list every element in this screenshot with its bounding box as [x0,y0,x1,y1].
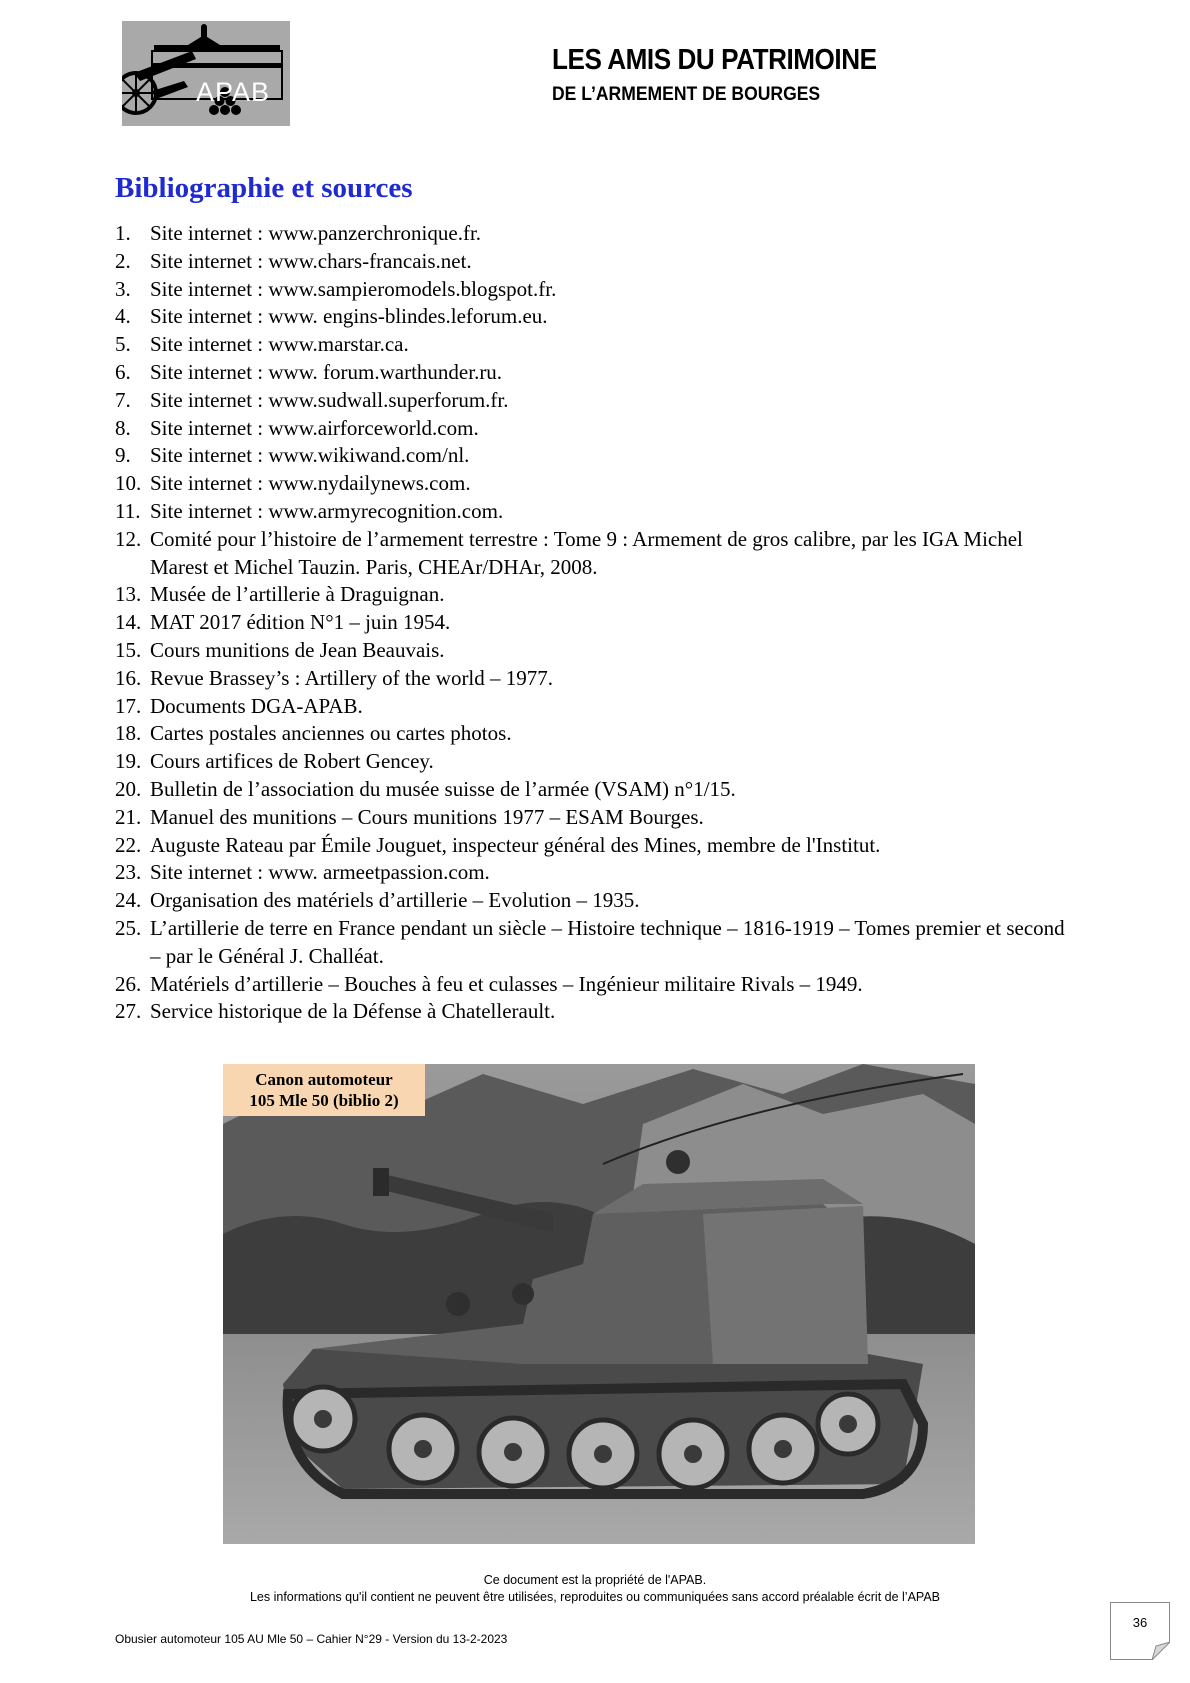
bibliography-item [115,303,1075,331]
bibliography-item-number: 23. [115,860,142,885]
bibliography-item-text: Service historique de la Défense à Chatellerault. [150,999,556,1024]
bibliography-item-number: 12. [115,526,142,551]
bibliography-item [115,387,1075,415]
bibliography-item-text: Site internet : www.sudwall.superforum.fr. [150,387,509,412]
bibliography-item [115,832,1075,860]
bibliography-item-text: Musée de l’artillerie à Draguignan. [150,582,445,607]
section-title: Bibliographie et sources [115,172,413,204]
bibliography-item-number: 5. [115,332,131,357]
bibliography-item [115,665,1075,693]
apab-logo [122,21,290,126]
bibliography-item-number: 11. [115,498,141,523]
bibliography-item-text: Site internet : www.chars-francais.net. [150,248,472,273]
bibliography-item-text: Site internet : www.marstar.ca. [150,332,409,357]
bibliography-item-number: 14. [115,610,142,635]
bibliography-item-number: 7. [115,387,131,412]
footer-notice-line1: Ce document est la propriété de l'APAB. [483,1573,707,1587]
bibliography-item [115,998,1075,1026]
bibliography-item-number: 3. [115,276,131,301]
header-subtitle: DE L’ARMEMENT DE BOURGES [552,83,821,105]
bibliography-list [115,220,1075,1026]
bibliography-item [115,220,1075,248]
bibliography-item [115,248,1075,276]
bibliography-item-text: Cours artifices de Robert Gencey. [150,749,434,774]
photo-caption [223,1064,425,1116]
bibliography-item-text: Documents DGA-APAB. [150,693,363,718]
bibliography-item-text: Bulletin de l’association du musée suisse de l’armée (VSAM) n°1/15. [150,776,736,801]
tank-photo-illustration [223,1064,975,1544]
bibliography-item-number: 15. [115,637,142,662]
bibliography-item-text: Organisation des matériels d’artillerie – Evolution – 1935. [150,888,640,913]
bibliography-item-number: 13. [115,582,142,607]
bibliography-item-text: Auguste Rateau par Émile Jouguet, inspecteur général des Mines, membre de l'Institut. [150,832,881,857]
bibliography-item-text: Site internet : www.airforceworld.com. [150,415,479,440]
bibliography-item [115,859,1075,887]
bibliography-item-number: 25. [115,915,142,940]
bibliography-item-number: 18. [115,721,142,746]
logo-text: APAB [196,77,271,107]
bibliography-item-number: 8. [115,415,131,440]
bibliography-item-number: 4. [115,304,131,329]
header-title: LES AMIS DU PATRIMOINE [552,44,877,76]
page-curl-icon [1152,1642,1170,1660]
bibliography-item [115,693,1075,721]
bibliography-item-number: 20. [115,776,142,801]
bibliography-item-text: MAT 2017 édition N°1 – juin 1954. [150,610,451,635]
bibliography-item-number: 22. [115,832,142,857]
bibliography-item [115,415,1075,443]
bibliography-item [115,720,1075,748]
bibliography-item-text: Site internet : www. forum.warthunder.ru. [150,359,503,384]
bibliography-item-text: L’artillerie de terre en France pendant un siècle – Histoire technique – 1816-1919 – Tomes premier et second – par le Général J. Challéat. [150,915,1065,968]
footer-notice-line2: Les informations qu'il contient ne peuvent être utilisées, reproduites ou communiquées sans accord préalable écrit de l’APAB [249,1590,941,1604]
bibliography-item-text: Cartes postales anciennes ou cartes photos. [150,721,512,746]
footer-document-ref: Obusier automoteur 105 AU Mle 50 – Cahier N°29 - Version du 13-2-2023 [115,1632,508,1646]
bibliography-item [115,804,1075,832]
bibliography-item-number: 19. [115,749,142,774]
bibliography-item-number: 21. [115,804,142,829]
bibliography-item-text: Revue Brassey’s : Artillery of the world – 1977. [150,665,554,690]
bibliography-item-text: Site internet : www.armyrecognition.com. [150,498,504,523]
bibliography-item-number: 1. [115,221,131,245]
logo-artwork [122,21,290,126]
bibliography-item-number: 10. [115,471,142,496]
bibliography-item [115,276,1075,304]
bibliography-item-text: Matériels d’artillerie – Bouches à feu et culasses – Ingénieur militaire Rivals – 1949. [150,971,863,996]
tank-photo [223,1064,975,1544]
bibliography-item [115,498,1075,526]
bibliography-item-number: 17. [115,693,142,718]
photo-caption-line1: Canon automoteur [255,1070,393,1089]
bibliography-item [115,915,1075,971]
bibliography-item [115,581,1075,609]
bibliography-item [115,637,1075,665]
bibliography-item-number: 26. [115,971,142,996]
bibliography-item [115,748,1075,776]
bibliography-item [115,331,1075,359]
bibliography-item-text: Site internet : www. armeetpassion.com. [150,860,490,885]
bibliography-item-number: 6. [115,359,131,384]
bibliography-item-number: 24. [115,888,142,913]
bibliography-item [115,887,1075,915]
page-number-box [1110,1602,1170,1660]
bibliography-item [115,470,1075,498]
bibliography-item-number: 2. [115,248,131,273]
bibliography-item [115,609,1075,637]
page-number: 36 [1132,1615,1148,1630]
bibliography-item-text: Site internet : www.panzerchronique.fr. [150,221,482,245]
bibliography-item [115,359,1075,387]
bibliography-item-text: Site internet : www.sampieromodels.blogspot.fr. [150,276,557,301]
bibliography-item-text: Cours munitions de Jean Beauvais. [150,637,445,662]
bibliography-item [115,442,1075,470]
bibliography-item-text: Comité pour l’histoire de l’armement terrestre : Tome 9 : Armement de gros calibre, par les IGA Michel Marest et Michel Tauzin. Paris, CHEAr/DHAr, 2008. [150,526,1023,579]
bibliography-item-text: Site internet : www.wikiwand.com/nl. [150,443,470,468]
bibliography-item [115,776,1075,804]
bibliography-item-text: Site internet : www.nydailynews.com. [150,471,471,496]
bibliography-item [115,971,1075,999]
bibliography-item-number: 16. [115,665,142,690]
bibliography-item [115,526,1075,582]
bibliography-item-text: Site internet : www. engins-blindes.leforum.eu. [150,304,548,329]
bibliography-item-number: 27. [115,999,142,1024]
photo-caption-line2: 105 Mle 50 (biblio 2) [249,1091,399,1110]
bibliography-item-text: Manuel des munitions – Cours munitions 1977 – ESAM Bourges. [150,804,704,829]
bibliography-item-number: 9. [115,443,131,468]
